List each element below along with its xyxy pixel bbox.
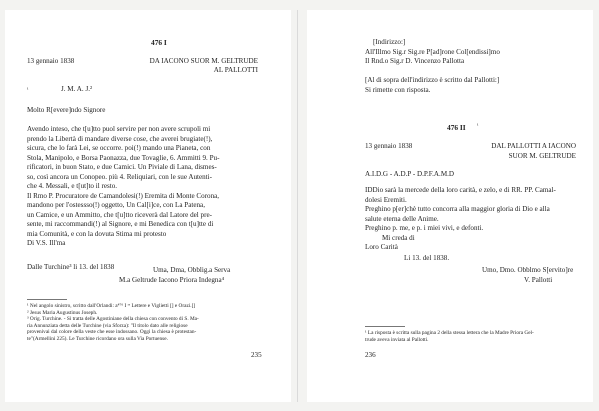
book-gutter [297, 10, 298, 402]
editorial-note: Si rimette con risposta. [365, 85, 431, 94]
letter-date: 13 gennaio 1838 [27, 57, 75, 65]
closing-line-1: Uma, Dma, Obblig.a Serva [153, 266, 231, 274]
letter-number-footnote-mark: ¹ [477, 123, 479, 129]
body-line: salute eterna delle Anime. [365, 214, 439, 223]
footnote-line: ria Annunziata detta delle Turchine (via Sforza): "Il titolo dato alle religiose [27, 322, 188, 329]
footnote-line: trude aveva inviata al Pallotti. [365, 336, 429, 343]
closing-line-1: Umo, Dmo. Obblmo S[ervito]re [482, 266, 574, 274]
letter-heading-line-2: AL PALLOTTI [213, 66, 258, 74]
left-page [5, 10, 291, 402]
body-line: Mi creda di [382, 233, 415, 242]
editorial-note: [Al di sopra dell'indirizzo è scritto dal Pallotti:] [365, 76, 500, 84]
right-page [307, 10, 593, 402]
closing-line-2: V. Pallotti [524, 275, 553, 284]
body-line: Di V.S. Ill'ma [27, 239, 66, 247]
body-line: un Camice, e un Ammitto, che t[u]tto riceverà dal Latore del pre- [27, 210, 212, 219]
footnote-rule [365, 326, 405, 327]
body-line: mandono per l'ostessso(!) oggetto, Un Cal[i]ce, con La Patena, [27, 201, 205, 209]
place-date: Li 13. del 1838. [404, 254, 450, 262]
footnote-line: ² Jesus Maria Augustinus Joseph. [27, 309, 98, 316]
letter-heading-line-2: SUOR M. GELTRUDE [508, 151, 576, 160]
body-line: dolesi Eremiti. [365, 195, 407, 204]
place-date: Dalle Turchine³ li 13. del 1838 [27, 263, 115, 271]
footnote-rule [27, 299, 67, 300]
invocation: J. M. A. J.² [61, 85, 93, 93]
page-number: 236 [365, 351, 376, 359]
address-line: All'Illmo Sig.r Sig.re P[ad]rone Col[endissi]mo [365, 47, 500, 56]
body-line: so, così ancora un Conopeo. più 4. Reliquiari, con le sue Autenti- [27, 172, 212, 181]
body-line: Stola, Manipolo, e Borsa Paonazza, due Tovaglie, 6. Ammitti 9. Pu- [27, 153, 220, 162]
body-line: IDDio sarà la mercede della loro carità, e zelo, e di RR. PP. Camal- [365, 186, 556, 194]
body-line: Avendo inteso, che t[u]tto puol servire per non avere scrupoli mi [27, 125, 211, 133]
address-label: [Indirizzo:] [373, 38, 406, 46]
letter-number: 476 I [151, 38, 167, 47]
invocation: A.I.D.G - A.D.P - D.P.F.A.M.D [365, 170, 455, 178]
body-line: Loro Carità [365, 243, 398, 251]
address-line: Il Rnd.o Sig.r D. Vincenzo Pallotta [365, 57, 465, 65]
letter-number: 476 II [447, 123, 466, 132]
body-line: Preghino p[er]chè tutto concorra alla maggior gloria di Dio e alla [365, 205, 550, 213]
body-line: prendo la Libertà di mandare diverse cose, che averei brugiate(!), [27, 134, 213, 143]
invocation-footnote-mark: ¹ [27, 87, 29, 93]
body-line: sicura, che lo farà Lei, se occorre. poi(!) mando una Pianeta, con [27, 144, 211, 152]
footnote-line: provenivai dal colore della veste che esse indossano. Oggi la chiesa è protestan- [27, 329, 197, 336]
body-line: che 4. Messali, e t[ut]to il resto. [27, 182, 118, 190]
footnote-line: ³ Orig. Turchine. - Si tratta delle Agostiniane della chiesa con convento di S. Ma- [27, 316, 199, 323]
body-line: mia Comunità, e con la dovuta Stima mi protesto [27, 229, 167, 238]
body-line: sente, mi raccommandi(!) al Signore, e mi Benedica con t[u]tte di [27, 220, 214, 228]
letter-heading-line-1: DAL PALLOTTI A IACONO [491, 142, 576, 150]
footnote-line: te"(Armellini 225). Le Turchine ricordano ora sulla Via Portuense. [27, 336, 168, 342]
body-line: Il Rmo P. Procuratore de Camandolesi(!) Eremita di Monte Corona, [27, 191, 220, 200]
footnote-line: ¹ La risposta è scritta sulla pagina 2 della stessa lettera che la Madre Priora Gel- [365, 330, 534, 336]
closing-line-2: M.a Geltrude Iacono Priora Indegna⁴ [119, 275, 225, 284]
letter-date: 13 gennaio 1838 [365, 142, 413, 150]
body-line: rificatori, in buon Stato, e due Camici. Un Piviale di Lana, dismes- [27, 163, 217, 171]
body-line: Preghino p. me, e p. i miei vivi, e defonti. [365, 224, 484, 232]
letter-heading-line-1: DA IACONO SUOR M. GELTRUDE [149, 57, 258, 65]
salutation: Molto R[evere]ndo Signore [27, 106, 106, 114]
page-number: 235 [251, 351, 262, 359]
footnote-line: ¹ Nel angolo sinistro, scritto dall'Orlandi: a⁴⁷⁶ I ʳᵉ Lettere e Viglietti [] e Orazi.[] [27, 303, 196, 309]
